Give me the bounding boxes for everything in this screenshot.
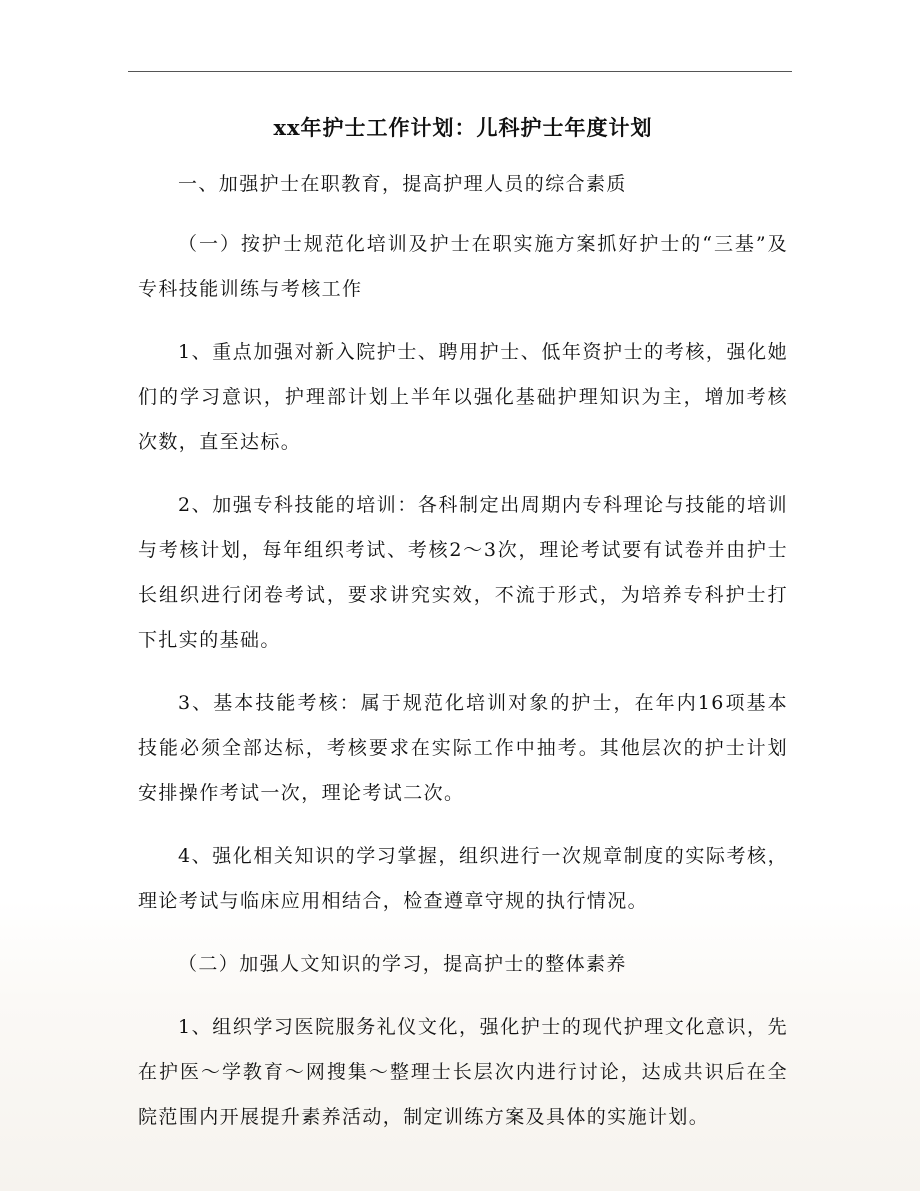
paragraph: 2、加强专科技能的培训：各科制定出周期内专科理论与技能的培训与考核计划，每年组织考试、考核2～3次，理论考试要有试卷并由护士长组织进行闭卷考试，要求讲究实效，不流于形式，为培养专科护士打下扎实的基础。 (138, 494, 788, 651)
section-heading: 一、加强护士在职教育，提高护理人员的综合素质 (178, 173, 627, 195)
paragraph: 1、重点加强对新入院护士、聘用护士、低年资护士的考核，强化她们的学习意识，护理部计划上半年以强化基础护理知识为主，增加考核次数，直至达标。 (138, 341, 788, 453)
document-title: xx年护士工作计划：儿科护士年度计划 (273, 115, 653, 140)
subsection-heading: （二）加强人文知识的学习，提高护士的整体素养 (178, 953, 627, 975)
subsection-heading: （一）按护士规范化培训及护士在职实施方案抓好护士的“三基”及专科技能训练与考核工作 (138, 233, 788, 300)
header-rule (128, 71, 792, 72)
paragraph: 1、组织学习医院服务礼仪文化，强化护士的现代护理文化意识，先在护医～学教育～网搜集～整理士长层次内进行讨论，达成共识后在全院范围内开展提升素养活动，制定训练方案及具体的实施计划。 (138, 1016, 788, 1128)
paragraph: 3、基本技能考核：属于规范化培训对象的护士，在年内16项基本技能必须全部达标，考核要求在实际工作中抽考。其他层次的护士计划安排操作考试一次，理论考试二次。 (138, 692, 788, 804)
document-body (138, 104, 788, 1140)
paragraph: 4、强化相关知识的学习掌握，组织进行一次规章制度的实际考核，理论考试与临床应用相结合，检查遵章守规的执行情况。 (138, 845, 788, 912)
